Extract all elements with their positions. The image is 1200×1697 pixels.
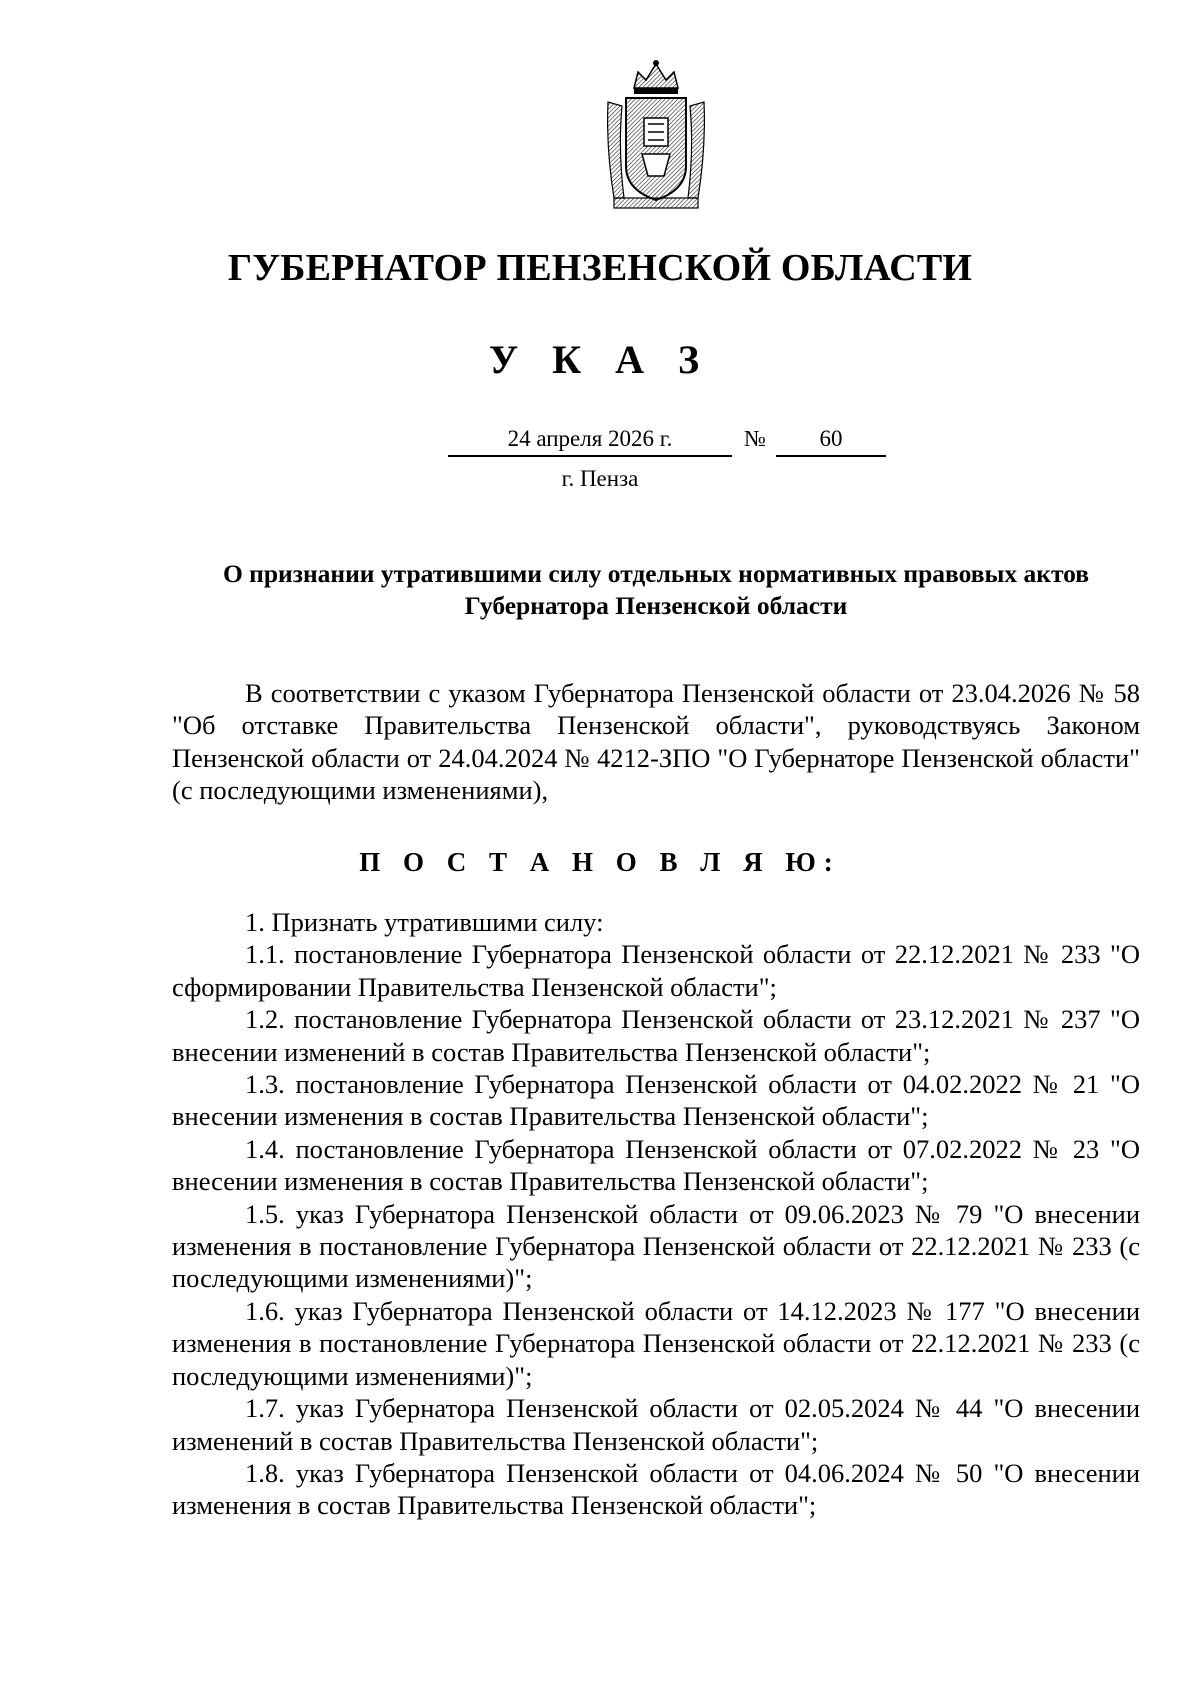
- list-item: 1.7. указ Губернатора Пензенской области от 02.05.2024 № 44 "О внесении изменений в состав Правительства Пензенской области";: [172, 1393, 1140, 1456]
- preamble-text: В соответствии с указом Губернатора Пензенской области от 23.04.2026 № 58 "Об отставке Правительства Пензенской области", руководствуясь Законом Пензенской области от 24.04.2024 № 4212-ЗПО "О Губернаторе Пензенской области" (с последующими изменениями),: [172, 678, 1140, 806]
- title-line-2: Губернатора Пензенской области: [464, 591, 848, 620]
- list-item: 1.2. постановление Губернатора Пензенской области от 23.12.2021 № 237 "О внесении изменений в состав Правительства Пензенской области";: [172, 1004, 1140, 1067]
- title-line-1: О признании утратившими силу отдельных нормативных правовых актов: [222, 559, 1090, 588]
- items-list: [172, 906, 1140, 1522]
- number-sign: №: [744, 426, 766, 451]
- issuer-heading: ГУБЕРНАТОР ПЕНЗЕНСКОЙ ОБЛАСТИ: [227, 247, 973, 289]
- list-item: 1.4. постановление Губернатора Пензенской области от 07.02.2022 № 23 "О внесении изменения в состав Правительства Пензенской области";: [172, 1133, 1140, 1197]
- list-item: 1.5. указ Губернатора Пензенской области от 09.06.2023 № 79 "О внесении изменения в постановление Губернатора Пензенской области от 22.12.2021 № 233 (с последующими изменениями)";: [172, 1198, 1140, 1294]
- document-date: 24 апреля 2026 г.: [448, 425, 732, 457]
- decree-word: П О С Т А Н О В Л Я Ю:: [359, 847, 841, 877]
- list-item: 1.1. постановление Губернатора Пензенской области от 22.12.2021 № 233 "О сформировании Правительства Пензенской области";: [172, 939, 1140, 1002]
- document-number: 60: [776, 425, 886, 457]
- document-title: [172, 558, 1140, 622]
- document-type: У К А З: [488, 337, 712, 382]
- list-item: 1.6. указ Губернатора Пензенской области от 14.12.2023 № 177 "О внесении изменения в постановление Губернатора Пензенской области от 22.12.2021 № 233 (с последующими изменениями)";: [172, 1295, 1140, 1391]
- preamble: [172, 677, 1140, 807]
- issue-city: г. Пенза: [561, 466, 639, 491]
- coat-of-arms-emblem: [604, 58, 708, 212]
- list-item: 1. Признать утратившими силу:: [245, 907, 604, 937]
- list-item: 1.8. указ Губернатора Пензенской области от 04.06.2024 № 50 "О внесении изменения в состав Правительства Пензенской области";: [172, 1457, 1140, 1521]
- list-item: 1.3. постановление Губернатора Пензенской области от 04.02.2022 № 21 "О внесении изменения в состав Правительства Пензенской области";: [172, 1069, 1140, 1132]
